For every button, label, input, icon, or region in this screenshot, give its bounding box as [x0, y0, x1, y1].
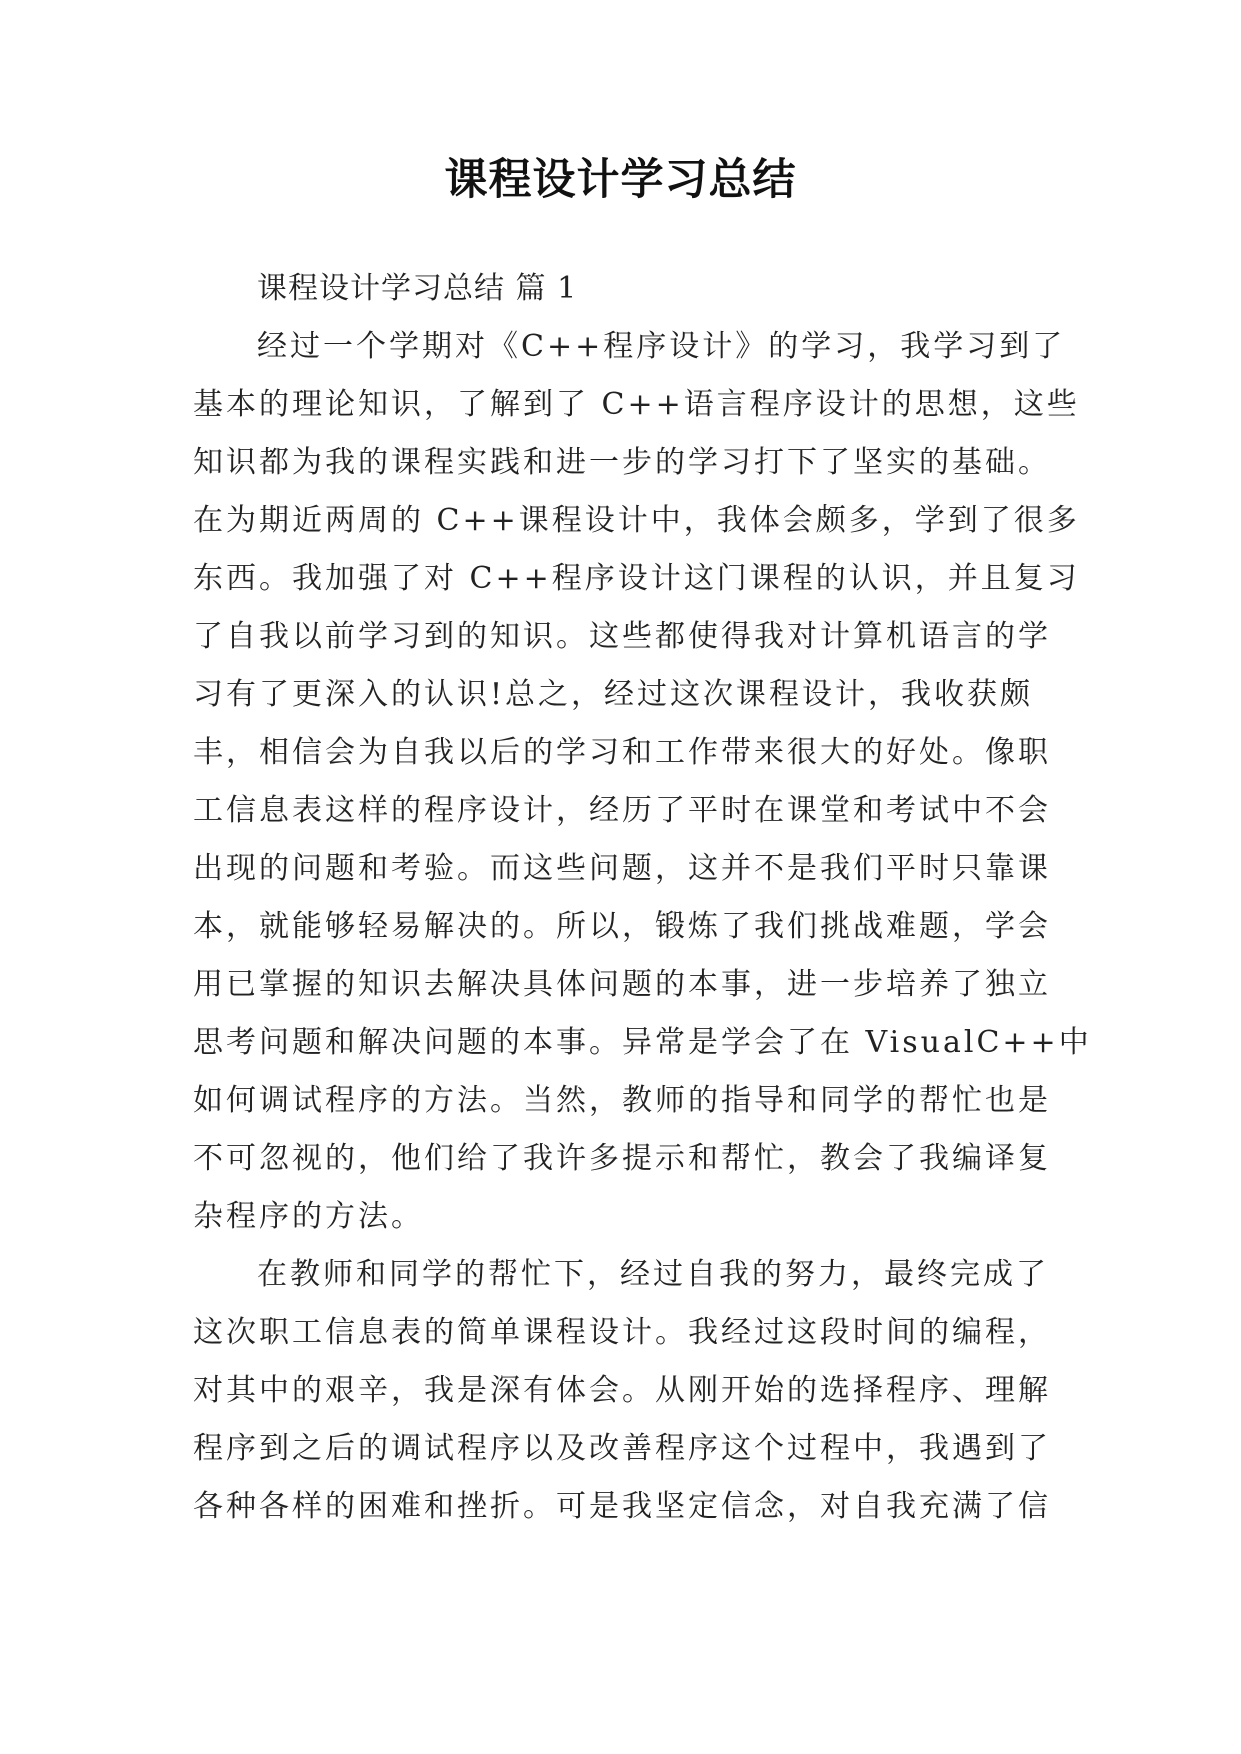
paragraph-line: 经过一个学期对《C++程序设计》的学习，我学习到了 — [257, 329, 1066, 364]
paragraph-1 — [193, 318, 1092, 1246]
paragraph-line: 在教师和同学的帮忙下，经过自我的努力，最终完成了 — [257, 1257, 1049, 1292]
paragraph-line: 东西。我加强了对 C++程序设计这门课程的认识，并且复习 — [193, 561, 1080, 596]
paragraph-line: 杂程序的方法。 — [193, 1199, 424, 1234]
paragraph-line: 这次职工信息表的简单课程设计。我经过这段时间的编程， — [193, 1315, 1051, 1350]
paragraph-line: 对其中的艰辛，我是深有体会。从刚开始的选择程序、理解 — [193, 1373, 1051, 1408]
paragraph-line: 思考问题和解决问题的本事。异常是学会了在 VisualC++中 — [193, 1025, 1092, 1060]
paragraph-line: 习有了更深入的认识!总之，经过这次课程设计，我收获颇 — [193, 677, 1034, 712]
paragraph-line: 基本的理论知识，了解到了 C++语言程序设计的思想，这些 — [193, 387, 1080, 422]
paragraph-line: 出现的问题和考验。而这些问题，这并不是我们平时只靠课 — [193, 851, 1051, 886]
paragraph-line: 了自我以前学习到的知识。这些都使得我对计算机语言的学 — [193, 619, 1051, 654]
paragraph-line: 本，就能够轻易解决的。所以，锻炼了我们挑战难题，学会 — [193, 909, 1051, 944]
paragraph-line: 丰，相信会为自我以后的学习和工作带来很大的好处。像职 — [193, 735, 1051, 770]
paragraph-line: 各种各样的困难和挫折。可是我坚定信念，对自我充满了信 — [193, 1489, 1051, 1524]
paragraph-line: 工信息表这样的程序设计，经历了平时在课堂和考试中不会 — [193, 793, 1051, 828]
paragraph-line: 不可忽视的，他们给了我许多提示和帮忙，教会了我编译复 — [193, 1141, 1051, 1176]
paragraph-line: 程序到之后的调试程序以及改善程序这个过程中，我遇到了 — [193, 1431, 1051, 1466]
paragraph-line: 在为期近两周的 C++课程设计中，我体会颇多，学到了很多 — [193, 503, 1080, 538]
paragraph-line: 知识都为我的课程实践和进一步的学习打下了坚实的基础。 — [193, 445, 1051, 480]
paragraph-line: 用已掌握的知识去解决具体问题的本事，进一步培养了独立 — [193, 967, 1051, 1002]
document-title: 课程设计学习总结 — [444, 155, 797, 205]
paragraph-line: 如何调试程序的方法。当然，教师的指导和同学的帮忙也是 — [193, 1083, 1051, 1118]
paragraph-2 — [193, 1246, 1053, 1536]
document-body — [193, 260, 1092, 1536]
section-heading: 课程设计学习总结 篇 1 — [257, 271, 578, 306]
